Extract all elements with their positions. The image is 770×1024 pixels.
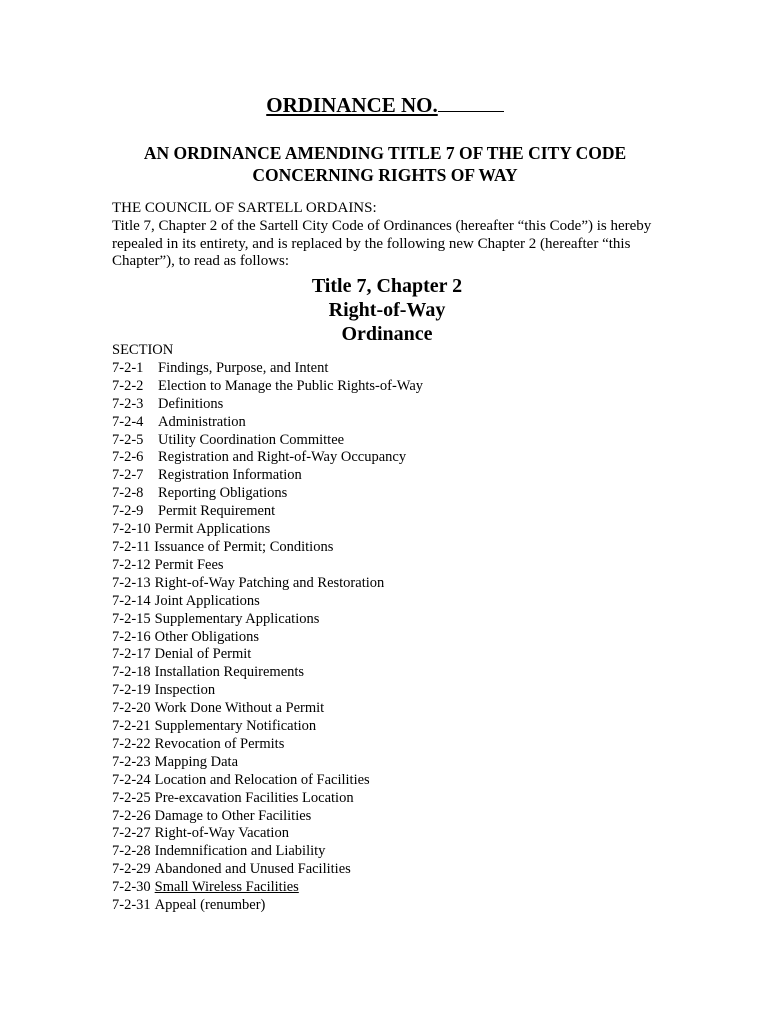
section-title: Right-of-Way Patching and Restoration (154, 574, 385, 591)
section-item (112, 467, 672, 485)
section-title: Revocation of Permits (154, 735, 285, 752)
section-item (112, 700, 672, 718)
section-title: Utility Coordination Committee (158, 431, 345, 448)
section-item (112, 897, 672, 915)
section-number: 7-2-15 (112, 610, 151, 627)
section-item (112, 360, 672, 378)
section-number: 7-2-16 (112, 628, 151, 645)
section-title: Joint Applications (154, 592, 260, 609)
section-number: 7-2-28 (112, 843, 151, 860)
section-number: 7-2-25 (112, 789, 151, 806)
section-item (112, 611, 672, 629)
section-list (112, 342, 672, 915)
section-title: Inspection (154, 682, 216, 699)
section-rows (112, 360, 672, 915)
section-title: Pre-excavation Facilities Location (154, 789, 354, 806)
ordinance-heading-text: ORDINANCE NO. (266, 93, 438, 117)
section-number: 7-2-26 (112, 807, 151, 824)
section-number: 7-2-13 (112, 574, 151, 591)
section-item (112, 879, 672, 897)
section-title: Denial of Permit (154, 646, 252, 663)
section-number: 7-2-11 (112, 538, 151, 555)
section-item (112, 825, 672, 843)
section-number: 7-2-23 (112, 753, 151, 770)
section-item (112, 629, 672, 647)
section-title: Appeal (renumber) (154, 897, 266, 914)
section-item (112, 593, 672, 611)
section-title: Permit Requirement (158, 503, 276, 520)
section-number: 7-2-17 (112, 646, 151, 663)
section-number: 7-2-10 (112, 521, 151, 538)
ordinance-heading (0, 92, 770, 118)
chapter-heading (232, 274, 542, 346)
section-item (112, 772, 672, 790)
section-item (112, 718, 672, 736)
council-ordains-line: THE COUNCIL OF SARTELL ORDAINS: (112, 200, 377, 216)
section-number: 7-2-5 (112, 431, 144, 448)
section-title: Location and Relocation of Facilities (154, 771, 370, 788)
section-title: Small Wireless Facilities (154, 879, 299, 896)
section-item (112, 754, 672, 772)
section-title: Permit Applications (154, 521, 271, 538)
ordinance-subtitle (0, 142, 770, 186)
section-title: Installation Requirements (154, 664, 305, 681)
section-item (112, 414, 672, 432)
section-title: Findings, Purpose, and Intent (158, 359, 329, 376)
section-title: Election to Manage the Public Rights-of-Way (158, 377, 424, 394)
section-number: 7-2-27 (112, 825, 151, 842)
section-title: Definitions (158, 395, 224, 412)
section-title: Reporting Obligations (158, 485, 288, 502)
section-number: 7-2-1 (112, 359, 144, 376)
section-title: Damage to Other Facilities (154, 807, 312, 824)
section-item (112, 682, 672, 700)
section-title: Work Done Without a Permit (154, 700, 325, 717)
section-number: 7-2-3 (112, 395, 144, 412)
ordinance-number-blank (438, 92, 504, 112)
section-item (112, 557, 672, 575)
section-item (112, 485, 672, 503)
section-item (112, 539, 672, 557)
section-number: 7-2-22 (112, 735, 151, 752)
intro-paragraph: Title 7, Chapter 2 of the Sartell City Code of Ordinances (hereafter “this Code”) is hereby repealed in its entirety, and is replaced by the following new Chapter 2 (hereafter “this Chapter”), to read as follows: (112, 217, 652, 270)
intro-block (112, 200, 672, 271)
section-item (112, 449, 672, 467)
section-title: Supplementary Applications (154, 610, 320, 627)
section-title: Right-of-Way Vacation (154, 825, 289, 842)
section-title: Other Obligations (154, 628, 259, 645)
section-number: 7-2-19 (112, 682, 151, 699)
section-item (112, 646, 672, 664)
section-item (112, 736, 672, 754)
section-item (112, 808, 672, 826)
chapter-title: Title 7, Chapter 2 (311, 275, 463, 297)
section-number: 7-2-12 (112, 556, 151, 573)
subtitle-line-1: AN ORDINANCE AMENDING TITLE 7 OF THE CITY CODE (143, 143, 627, 163)
section-number: 7-2-2 (112, 377, 144, 394)
section-item (112, 664, 672, 682)
section-number: 7-2-18 (112, 664, 151, 681)
chapter-subtitle-2: Ordinance (341, 323, 433, 345)
section-number: 7-2-20 (112, 700, 151, 717)
section-title: Issuance of Permit; Conditions (154, 538, 334, 555)
section-item (112, 503, 672, 521)
section-number: 7-2-8 (112, 485, 144, 502)
section-item (112, 521, 672, 539)
section-title: Permit Fees (154, 556, 224, 573)
section-title: Mapping Data (154, 753, 239, 770)
section-title: Supplementary Notification (154, 718, 317, 735)
section-item (112, 378, 672, 396)
section-item (112, 396, 672, 414)
section-number: 7-2-31 (112, 897, 151, 914)
section-title: Registration and Right-of-Way Occupancy (158, 449, 407, 466)
subtitle-line-2: CONCERNING RIGHTS OF WAY (252, 165, 518, 185)
section-title: Registration Information (158, 467, 302, 484)
section-number: 7-2-30 (112, 879, 151, 896)
section-number: 7-2-21 (112, 718, 151, 735)
section-number: 7-2-6 (112, 449, 144, 466)
chapter-subtitle-1: Right-of-Way (328, 299, 446, 321)
section-item (112, 575, 672, 593)
section-title: Indemnification and Liability (154, 843, 326, 860)
section-number: 7-2-4 (112, 413, 144, 430)
section-number: 7-2-29 (112, 861, 151, 878)
section-item (112, 432, 672, 450)
section-number: 7-2-9 (112, 503, 144, 520)
section-label: SECTION (112, 342, 174, 358)
section-item (112, 790, 672, 808)
section-number: 7-2-7 (112, 467, 144, 484)
section-number: 7-2-14 (112, 592, 151, 609)
section-title: Administration (158, 413, 246, 430)
section-title: Abandoned and Unused Facilities (154, 861, 351, 878)
section-item (112, 861, 672, 879)
section-item (112, 843, 672, 861)
section-number: 7-2-24 (112, 771, 151, 788)
